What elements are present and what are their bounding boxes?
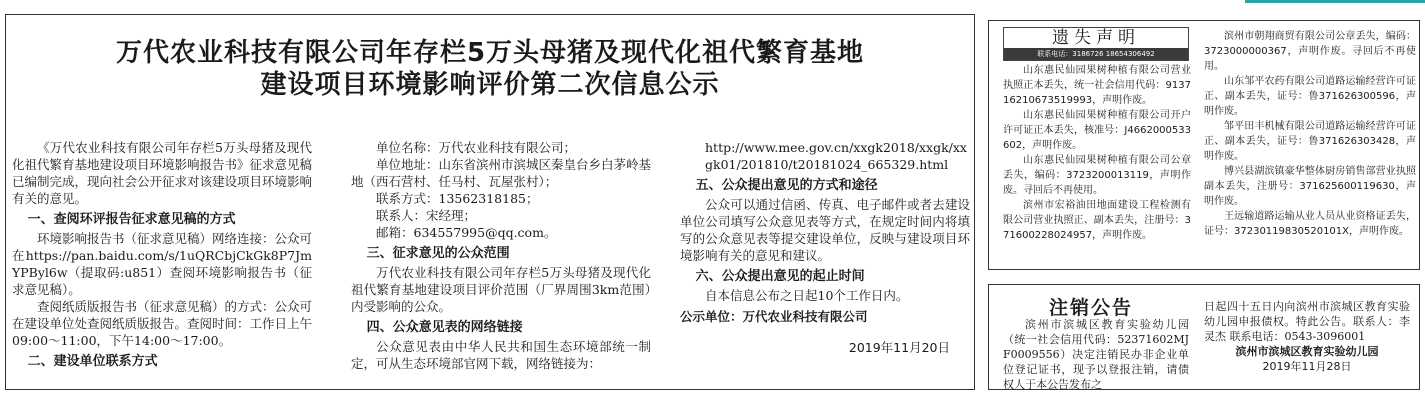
section-6-heading: 六、公众提出意见的起止时间 xyxy=(695,269,865,284)
lost-item: 山东惠民仙园果树种植有限公司营业执照正本丢失，统一社会信用代码：913716210673519993，声明作废。 xyxy=(1003,65,1191,106)
lost-item: 山东惠民仙园果树种植有限公司公章丢失，编码：3723200013119，声明作废。寻回后不再使用。 xyxy=(1003,155,1191,196)
section-2-heading: 二、建设单位联系方式 xyxy=(27,354,158,369)
lost-column-1 xyxy=(1003,63,1191,243)
lost-column-2 xyxy=(1204,29,1416,239)
lost-declaration-phone: 联系电话：3186726 18654306492 xyxy=(1004,48,1188,60)
title-line-2: 建设项目环境影响评价第二次信息公示 xyxy=(260,70,720,100)
unit-phone: 联系方式：13562318185； xyxy=(376,191,539,206)
lost-item: 山东惠民仙园果树种植有限公司开户许可证正本丢失，核准号：J4662000533602，声明作废。 xyxy=(1003,110,1191,151)
lost-declaration-box xyxy=(988,20,1420,270)
title-line-1: 万代农业科技有限公司年存栏5万头母猪及现代化祖代繁育基地 xyxy=(115,38,865,68)
intro-paragraph: 《万代农业科技有限公司年存栏5万头母猪及现代化祖代繁育基地建设项目环境影响报告书》征求意见稿已编制完成，现向社会公开征求对该建设项目环境影响有关的意见。 xyxy=(12,140,313,206)
section-1-online: 环境影响报告书（征求意见稿）网络连接：公众可在https://pan.baidu.com/s/1uQRCbjCkGk8P7JmYPByl6w（提取码:u851）查阅环境影响报告书（征求意见稿）。 xyxy=(12,231,313,297)
unit-contact: 联系人：宋经理； xyxy=(376,208,477,223)
notice-column-2 xyxy=(351,139,651,372)
lost-item: 山东邹平农药有限公司道路运输经营许可证正、副本丢失，证号：鲁371626300596，声明作废。 xyxy=(1204,76,1416,117)
lost-item: 滨州市朝翔商贸有限公司公章丢失，编码：3723000000367，声明作废。寻回后不再使用。 xyxy=(1204,31,1416,72)
section-1-paper: 查阅纸质版报告书（征求意见稿）的方式：公众可在建设单位处查阅纸质版报告。查阅时间：工作日上午09:00～11:00，下午14:00～17:00。 xyxy=(12,299,313,348)
lost-item: 博兴县湖滨镇豪华整体厨房销售部营业执照副本丢失，注册号：371625600119630，声明作废。 xyxy=(1204,166,1416,207)
section-5-heading: 五、公众提出意见的方式和途径 xyxy=(695,178,878,193)
cancellation-column-1 xyxy=(1003,317,1189,392)
cancellation-signature: 滨州市滨城区教育实验幼儿园 xyxy=(1235,345,1379,358)
notice-date: 2019年11月20日 xyxy=(848,340,950,355)
lost-item: 王远输道路运输从业人员从业资格证丢失，证号：372301198305201​01X，声明作废。 xyxy=(1204,211,1416,237)
cancellation-column-2 xyxy=(1204,299,1410,374)
lost-declaration-title: 遗失声明 xyxy=(1052,28,1140,48)
cancellation-notice-box xyxy=(988,284,1420,390)
cancellation-body-part-1: 滨州市滨城区教育实验幼儿园（统一社会信用代码：52371602MJF0009556）决定注销民办非企业单位登记证书，现予以登报注销，请债权人于本公告发布之 xyxy=(1003,318,1189,391)
section-4-heading: 四、公众意见表的网络链接 xyxy=(366,320,523,335)
notice-column-3 xyxy=(680,139,970,356)
cancellation-body-part-2: 日起四十五日内向滨州市滨城区教育实验幼儿园申报债权。特此公告。联系人：李灵杰 联系电话：0543-3096001 xyxy=(1204,300,1410,343)
unit-email: 邮箱：634557995@qq.com。 xyxy=(376,225,557,240)
unit-address: 单位地址：山东省滨州市滨城区秦皇台乡白茅岭基地（西石营村、任马村、瓦屋张村）； xyxy=(351,157,652,189)
unit-name: 单位名称：万代农业科技有限公司； xyxy=(376,140,577,155)
notice-signature: 公示单位：万代农业科技有限公司 xyxy=(680,309,868,324)
section-3-paragraph: 万代农业科技有限公司年存栏5万头母猪及现代化祖代繁育基地建设项目评价范围（厂界周围3km范围）内受影响的公众。 xyxy=(351,265,651,314)
lost-item: 滨州市宏裕油田地面建设工程检测有限公司营业执照正、副本丢失，注册号：371600228024957，声明作废。 xyxy=(1003,200,1191,241)
lost-item: 邹平田丰机械有限公司道路运输经营许可证正、副本丢失，证号：鲁371626303428，声明作废。 xyxy=(1204,121,1416,162)
notice-title xyxy=(6,37,974,101)
section-4-paragraph: 公众意见表由中华人民共和国生态环境部统一制定，可从生态环境部官网下载，网络链接为： xyxy=(351,339,651,371)
section-5-paragraph: 公众可以通过信函、传真、电子邮件或者去建设单位公司填写公众意见表等方式，在规定时间内将填写的公众意见表等提交建设单位，反映与建设项目环境影响有关的意见和建议。 xyxy=(680,197,970,263)
lost-declaration-header xyxy=(1003,27,1189,61)
opinion-form-link[interactable]: http://www.mee.gov.cn/xxgk2018/xxgk/xxgk01/201810/t20181024_665329.html xyxy=(705,140,967,172)
cancellation-title: 注销公告 xyxy=(1049,297,1134,319)
section-3-heading: 三、征求意见的公众范围 xyxy=(366,246,510,261)
section-6-paragraph: 自本信息公布之日起10个工作日内。 xyxy=(705,288,909,303)
section-1-heading: 一、查阅环评报告征求意见稿的方式 xyxy=(27,212,236,227)
notice-column-1 xyxy=(12,139,312,372)
cancellation-date: 2019年11月28日 xyxy=(1262,360,1352,373)
environmental-notice xyxy=(5,14,975,390)
top-accent-bar xyxy=(1245,0,1425,3)
